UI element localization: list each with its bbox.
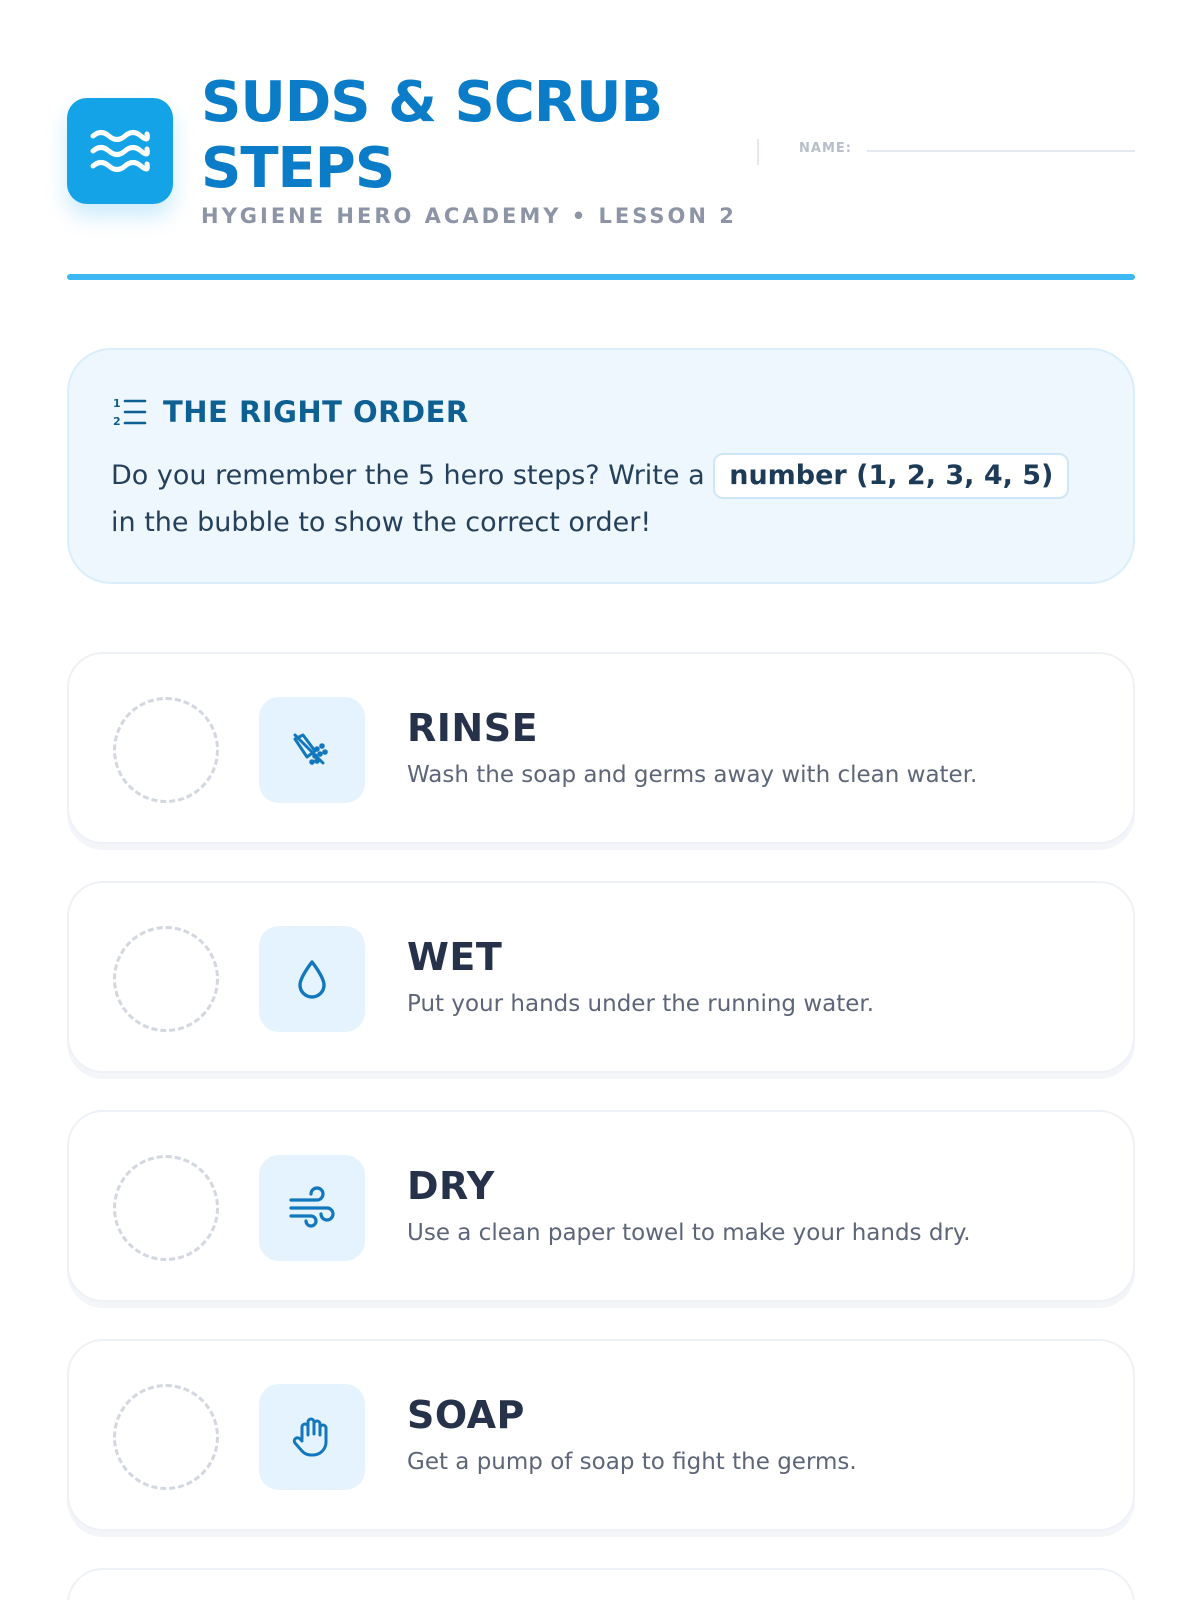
step-title: SOAP bbox=[407, 1393, 525, 1437]
step-title: DRY bbox=[407, 1164, 495, 1208]
order-bubble[interactable] bbox=[113, 1384, 219, 1490]
logo-tile bbox=[67, 98, 173, 204]
step-description: Get a pump of soap to fight the germs. bbox=[407, 1449, 857, 1475]
worksheet-header bbox=[67, 0, 1135, 282]
name-label: NAME: bbox=[799, 141, 852, 156]
waves-icon bbox=[89, 126, 151, 176]
instructions-text bbox=[111, 452, 1091, 546]
step-card-dry bbox=[67, 1110, 1135, 1302]
water-drop-icon bbox=[289, 956, 335, 1002]
order-bubble[interactable] bbox=[113, 1155, 219, 1261]
header-divider bbox=[757, 139, 759, 165]
header-rule bbox=[67, 274, 1135, 280]
name-field[interactable] bbox=[867, 150, 1135, 152]
svg-text:1: 1 bbox=[113, 397, 121, 410]
svg-text:2: 2 bbox=[113, 415, 121, 428]
step-description: Use a clean paper towel to make your hands dry. bbox=[407, 1220, 971, 1246]
instructions-highlight: number (1, 2, 3, 4, 5) bbox=[713, 453, 1069, 499]
step-card-soap bbox=[67, 1339, 1135, 1531]
order-bubble[interactable] bbox=[113, 697, 219, 803]
instructions-title: THE RIGHT ORDER bbox=[163, 395, 469, 429]
instructions-box bbox=[67, 348, 1135, 584]
wind-icon bbox=[287, 1185, 337, 1231]
instructions-text-before: Do you remember the 5 hero steps? Write a bbox=[111, 460, 714, 491]
numbered-list-icon bbox=[111, 392, 151, 432]
step-card-partial bbox=[67, 1568, 1135, 1600]
step-title: RINSE bbox=[407, 706, 539, 750]
step-title: WET bbox=[407, 935, 503, 979]
step-card-wet bbox=[67, 881, 1135, 1073]
step-description: Wash the soap and germs away with clean water. bbox=[407, 762, 978, 788]
step-card-rinse bbox=[67, 652, 1135, 844]
instructions-text-after: in the bubble to show the correct order! bbox=[111, 507, 652, 538]
step-icon-tile bbox=[259, 1384, 365, 1490]
step-icon-tile bbox=[259, 1155, 365, 1261]
order-bubble[interactable] bbox=[113, 926, 219, 1032]
step-icon-tile bbox=[259, 926, 365, 1032]
instructions-heading bbox=[111, 392, 469, 432]
hand-icon bbox=[288, 1413, 336, 1461]
step-description: Put your hands under the running water. bbox=[407, 991, 875, 1017]
shower-icon bbox=[289, 727, 335, 773]
page-subtitle: HYGIENE HERO ACADEMY • LESSON 2 bbox=[201, 204, 737, 228]
page-title: SUDS & SCRUB STEPS bbox=[201, 70, 663, 201]
step-icon-tile bbox=[259, 697, 365, 803]
